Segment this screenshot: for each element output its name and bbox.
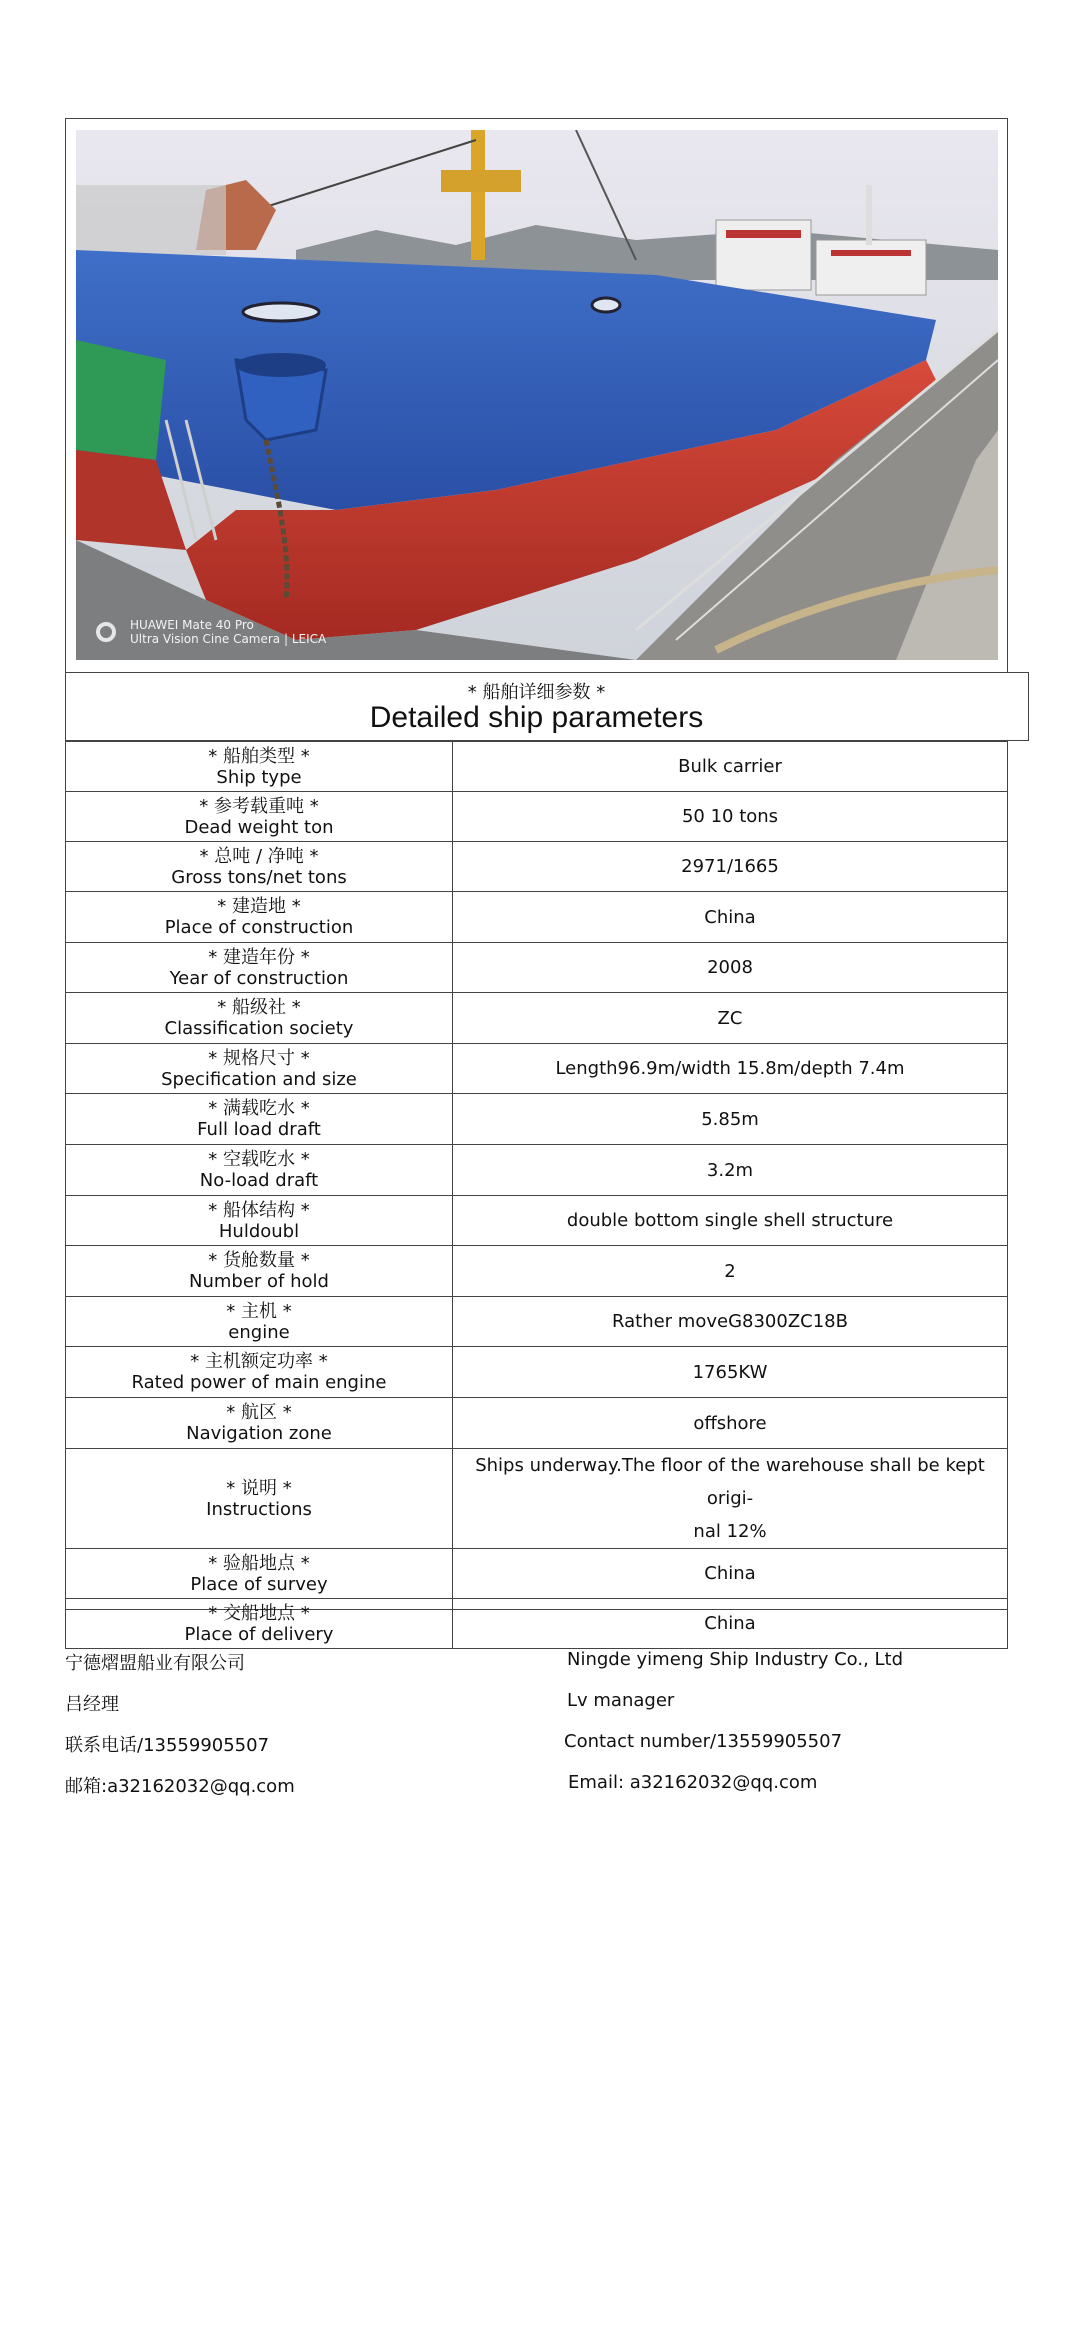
- table-row: [66, 1599, 1008, 1649]
- param-key: [66, 842, 453, 892]
- param-key: [66, 1398, 453, 1449]
- camera-line-1: HUAWEI Mate 40 Pro: [130, 618, 254, 632]
- param-label-en: Full load draft: [197, 1119, 321, 1140]
- table-row: [66, 742, 1008, 792]
- param-label-en: Number of hold: [189, 1271, 329, 1292]
- email-en: Email: a32162032@qq.com: [568, 1772, 818, 1793]
- table-row: [66, 1246, 1008, 1297]
- param-value-text: 2008: [707, 957, 753, 978]
- param-label-en: Specification and size: [161, 1068, 357, 1090]
- param-value-text: double bottom single shell structure: [566, 1210, 894, 1231]
- param-value-text: China: [704, 906, 756, 928]
- param-key: [66, 1145, 453, 1196]
- param-value: [453, 993, 1008, 1044]
- camera-lens-icon: [96, 622, 116, 642]
- param-key: [66, 1297, 453, 1347]
- manager-en: Lv manager: [567, 1690, 675, 1711]
- param-label-cn: * 验船地点 *: [208, 1552, 310, 1574]
- company-en: Ningde yimeng Ship Industry Co., Ltd: [567, 1649, 904, 1670]
- param-label-en: Ship type: [216, 766, 302, 788]
- table-row: [66, 1347, 1008, 1398]
- param-key: [66, 1599, 453, 1649]
- param-key: [66, 1347, 453, 1398]
- table-row: [66, 1094, 1008, 1145]
- param-label-cn: * 航区 *: [226, 1402, 292, 1423]
- param-value: [453, 892, 1008, 943]
- param-label-cn: * 船舶类型 *: [208, 745, 310, 767]
- table-row: [66, 1196, 1008, 1246]
- param-key: [66, 742, 453, 792]
- email-cn: 邮箱:a32162032@qq.com: [65, 1776, 295, 1797]
- param-label-cn: * 总吨 / 净吨 *: [199, 845, 319, 867]
- table-row: [66, 842, 1008, 892]
- camera-line-2: Ultra Vision Cine Camera | LEICA: [130, 632, 327, 646]
- param-label-cn: * 空载吃水 *: [208, 1149, 310, 1170]
- param-value: [453, 1145, 1008, 1196]
- param-value: [453, 792, 1008, 842]
- header-title-en: Detailed ship parameters: [369, 701, 704, 734]
- param-value: [453, 1549, 1008, 1599]
- phone-cn: 联系电话/13559905507: [65, 1735, 270, 1756]
- param-value: [453, 842, 1008, 892]
- param-key: [66, 1246, 453, 1297]
- param-value-text: 2971/1665: [681, 856, 779, 877]
- param-label-en: No-load draft: [199, 1170, 319, 1191]
- param-value-text: Bulk carrier: [678, 756, 782, 777]
- param-value: [453, 1094, 1008, 1145]
- table-row: [66, 943, 1008, 993]
- param-key: [66, 993, 453, 1044]
- param-key: [66, 892, 453, 943]
- param-key: [66, 1094, 453, 1145]
- param-label-en: Gross tons/net tons: [171, 866, 347, 888]
- param-key: [66, 1044, 453, 1094]
- param-value-text: Length96.9m/width 15.8m/depth 7.4m: [555, 1058, 905, 1079]
- param-value-text: ZC: [717, 1007, 743, 1029]
- param-key: [66, 1449, 453, 1549]
- param-label-en: engine: [228, 1321, 290, 1343]
- param-value-text: China: [704, 1613, 756, 1634]
- table-row: [66, 993, 1008, 1044]
- param-value: [453, 943, 1008, 993]
- param-value-text: 3.2m: [706, 1159, 754, 1181]
- param-key: [66, 1549, 453, 1599]
- parameters-header: [65, 672, 1029, 741]
- param-label-en: Place of survey: [190, 1573, 328, 1595]
- param-label-en: Dead weight ton: [184, 816, 334, 838]
- param-label-cn: * 说明 *: [226, 1477, 292, 1499]
- param-value-text: Ships underway.The floor of the warehouse shall be kept origi-: [475, 1455, 985, 1509]
- phone-en: Contact number/13559905507: [564, 1731, 843, 1752]
- param-label-cn: * 交船地点 *: [208, 1602, 310, 1624]
- param-value: [453, 742, 1008, 792]
- param-label-en: Rated power of main engine: [131, 1372, 387, 1393]
- header-title-cn: * 船舶详细参数 *: [467, 682, 606, 703]
- param-key: [66, 1196, 453, 1246]
- table-row: [66, 1297, 1008, 1347]
- param-value-text: China: [704, 1563, 756, 1584]
- param-value-text: Rather moveG8300ZC18B: [612, 1311, 848, 1332]
- param-label-en: Instructions: [206, 1498, 312, 1520]
- table-row: [66, 1398, 1008, 1449]
- param-value-text: 2: [724, 1260, 736, 1282]
- table-row: [66, 1549, 1008, 1599]
- table-row: [66, 1145, 1008, 1196]
- param-value: [453, 1449, 1008, 1549]
- param-key: [66, 943, 453, 993]
- param-label-cn: * 主机 *: [226, 1300, 292, 1322]
- param-label-en: Huldoubl: [218, 1220, 300, 1242]
- param-label-cn: * 建造年份 *: [208, 946, 310, 968]
- ship-photo: [76, 130, 998, 660]
- param-value: [453, 1044, 1008, 1094]
- param-label-cn: * 货舱数量 *: [208, 1250, 310, 1271]
- param-label-cn: * 规格尺寸 *: [208, 1047, 310, 1069]
- param-label-cn: * 船体结构 *: [208, 1199, 310, 1221]
- ship-photo-drawing: [76, 130, 998, 660]
- param-value-text: 50 10 tons: [681, 806, 779, 827]
- table-row: [66, 892, 1008, 943]
- param-value-text: 1765KW: [692, 1361, 768, 1383]
- param-label-cn: * 参考载重吨 *: [199, 795, 319, 817]
- param-value: [453, 1398, 1008, 1449]
- param-label-cn: * 主机额定功率 *: [190, 1351, 328, 1372]
- table-row: [66, 1044, 1008, 1094]
- param-value-text: 5.85m: [701, 1108, 759, 1130]
- table-row: [66, 792, 1008, 842]
- param-value-text-line2: nal 12%: [693, 1521, 767, 1542]
- param-label-cn: * 满载吃水 *: [208, 1098, 310, 1119]
- manager-cn: 吕经理: [65, 1694, 119, 1715]
- param-value: [453, 1246, 1008, 1297]
- param-label-cn: * 建造地 *: [217, 896, 301, 917]
- param-label-en: Place of construction: [164, 917, 354, 938]
- company-cn: 宁德熠盟船业有限公司: [65, 1653, 245, 1674]
- param-value: [453, 1599, 1008, 1649]
- param-label-en: Classification society: [164, 1018, 354, 1039]
- param-value: [453, 1297, 1008, 1347]
- param-value-text: offshore: [693, 1412, 767, 1434]
- param-label-en: Place of delivery: [184, 1623, 334, 1645]
- ship-parameters-table: [65, 741, 1008, 1649]
- param-label-cn: * 船级社 *: [217, 997, 301, 1018]
- camera-watermark: [96, 618, 326, 646]
- param-value: [453, 1347, 1008, 1398]
- param-label-en: Year of construction: [169, 967, 349, 989]
- param-label-en: Navigation zone: [186, 1423, 332, 1444]
- table-row: [66, 1449, 1008, 1549]
- param-value: [453, 1196, 1008, 1246]
- param-key: [66, 792, 453, 842]
